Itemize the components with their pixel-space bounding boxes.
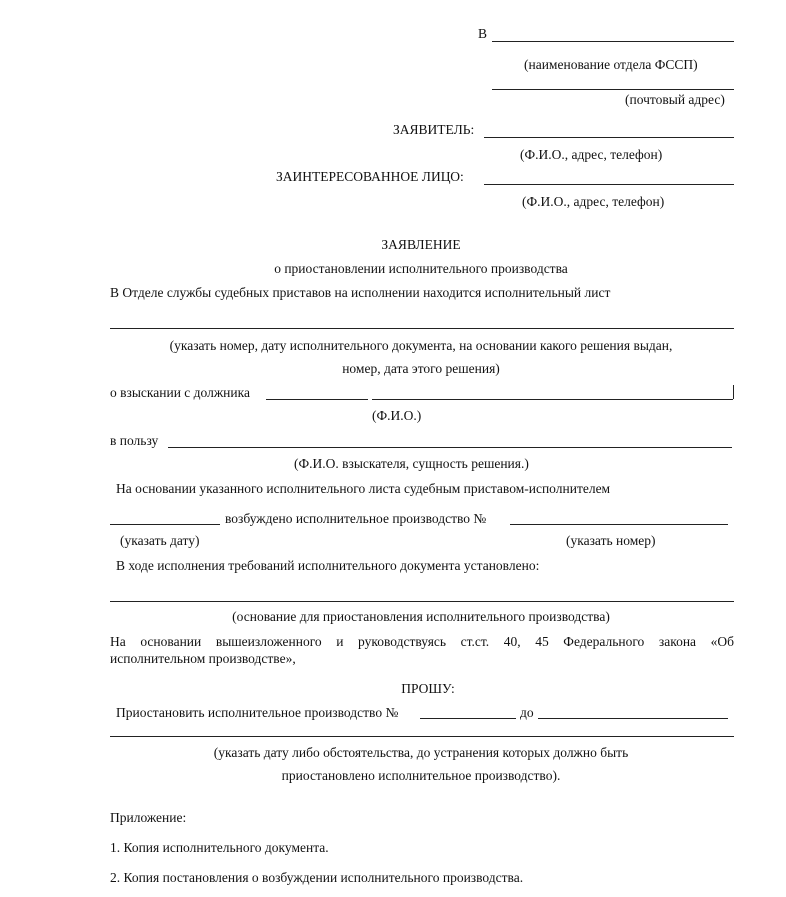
date-caption: (указать дату) [120,533,200,548]
until-details-line [110,736,734,737]
until-caption-1: (указать дату либо обстоятельства, до устранения которых должно быть [213,745,629,760]
attachment-item-2: 2. Копия постановления о возбуждении исполнительного производства. [110,870,524,885]
debtor-line-2 [372,399,733,400]
initiated-text: возбуждено исполнительное производство № [225,511,487,526]
paragraph-bailiff: На основании указанного исполнительного листа судебным приставом-исполнителем [116,481,611,496]
until-caption-2: приостановлено исполнительное производство). [281,768,561,783]
until-line [538,718,728,719]
debtor-line-end [733,385,734,399]
interested-line [484,184,734,185]
applicant-caption: (Ф.И.О., адрес, телефон) [520,147,663,162]
paragraph-established: В ходе исполнения требований исполнительного документа установлено: [116,558,540,573]
suspend-number-line [420,718,516,719]
writ-caption-1: (указать номер, дату исполнительного документа, на основании какого решения выдан, [169,338,673,353]
attachment-item-1: 1. Копия исполнительного документа. [110,840,329,855]
paragraph-legal-basis-2: исполнительном производстве», [110,651,296,666]
document-title: ЗАЯВЛЕНИЕ [381,237,461,252]
dept-caption: (наименование отдела ФССП) [524,57,698,72]
favor-caption: (Ф.И.О. взыскателя, сущность решения.) [294,456,529,471]
initiated-date-line [110,524,220,525]
debtor-label: о взыскании с должника [110,385,250,400]
number-caption: (указать номер) [566,533,656,548]
writ-caption-2: номер, дата этого решения) [342,361,500,376]
debtor-caption: (Ф.И.О.) [372,408,422,423]
paragraph-writ: В Отделе службы судебных приставов на исполнении находится исполнительный лист [110,285,611,300]
favor-line [168,447,732,448]
request-heading: ПРОШУ: [401,681,455,696]
document-subtitle: о приостановлении исполнительного производства [274,261,568,276]
dept-name-line [492,41,734,42]
initiated-number-line [510,524,728,525]
to-prefix: В [478,26,488,41]
postal-address-line [492,89,734,90]
grounds-line [110,601,734,602]
applicant-label: ЗАЯВИТЕЛЬ: [393,122,475,137]
until-text: до [520,705,534,720]
interested-caption: (Ф.И.О., адрес, телефон) [522,194,665,209]
grounds-caption: (основание для приостановления исполнительного производства) [232,609,610,624]
writ-details-line [110,328,734,329]
applicant-line [484,137,734,138]
attachments-heading: Приложение: [110,810,187,825]
interested-label: ЗАИНТЕРЕСОВАННОЕ ЛИЦО: [276,169,464,184]
debtor-line-1 [266,399,368,400]
paragraph-legal-basis-1: На основании вышеизложенного и руководствуясь ст.ст. 40, 45 Федерального закона «Об [110,634,734,649]
favor-label: в пользу [110,433,159,448]
address-caption: (почтовый адрес) [625,92,725,107]
suspend-text: Приостановить исполнительное производство № [116,705,399,720]
